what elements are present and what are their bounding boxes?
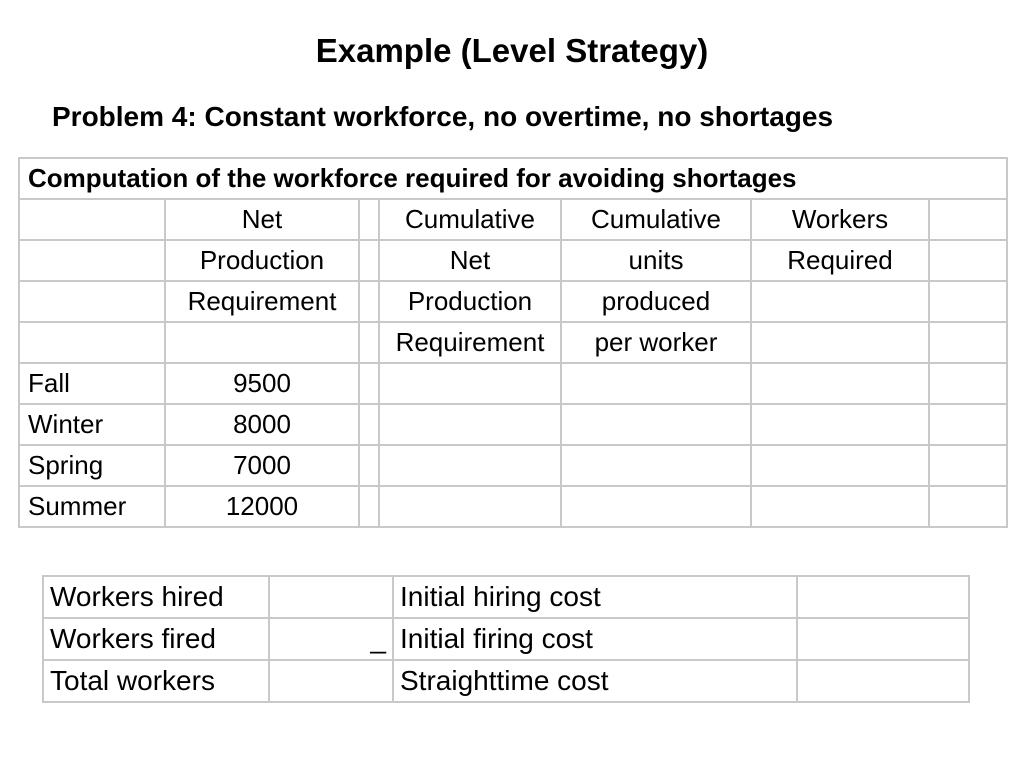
- table-header-row: [19, 322, 1007, 363]
- table-cell: Workers hired: [43, 576, 269, 618]
- season-label: Spring: [19, 445, 165, 486]
- table-heading-row: [19, 158, 1007, 199]
- table-cell: Workers fired: [43, 618, 269, 660]
- table-cell: [359, 240, 379, 281]
- table-cell: [359, 199, 379, 240]
- table-cell: Initial firing cost: [393, 618, 797, 660]
- table-cell: 12000: [165, 486, 359, 527]
- table-cell: [561, 363, 751, 404]
- table-row: [19, 404, 1007, 445]
- table-cell: [797, 576, 969, 618]
- table-cell: [359, 281, 379, 322]
- table-row: [43, 576, 969, 618]
- table-header-row: [19, 240, 1007, 281]
- table-cell: [929, 363, 1007, 404]
- page-subtitle: Problem 4: Constant workforce, no overtime, no shortages: [52, 101, 834, 132]
- table-cell: [561, 486, 751, 527]
- table-cell: Requirement: [165, 281, 359, 322]
- table-row: [19, 486, 1007, 527]
- table-cell: [797, 660, 969, 702]
- table-header-row: [19, 281, 1007, 322]
- table-cell: units: [561, 240, 751, 281]
- table-cell: [797, 618, 969, 660]
- table-cell: [379, 404, 561, 445]
- table-row: [19, 363, 1007, 404]
- table-cell: Required: [751, 240, 929, 281]
- table-cell: Total workers: [43, 660, 269, 702]
- table-cell: 8000: [165, 404, 359, 445]
- table-cell: Production: [165, 240, 359, 281]
- table-cell: [269, 660, 393, 702]
- table-cell: [929, 199, 1007, 240]
- table-cell: 7000: [165, 445, 359, 486]
- table-cell: [359, 363, 379, 404]
- cost-table: [42, 575, 970, 703]
- table-cell: [561, 445, 751, 486]
- table-cell: [165, 322, 359, 363]
- table-cell: Cumulative: [379, 199, 561, 240]
- table-cell: [359, 404, 379, 445]
- table-cell: Production: [379, 281, 561, 322]
- season-label: Fall: [19, 363, 165, 404]
- table-cell: [929, 486, 1007, 527]
- table-cell: [561, 404, 751, 445]
- table-cell: [359, 322, 379, 363]
- table-cell: [751, 445, 929, 486]
- table-cell: Initial hiring cost: [393, 576, 797, 618]
- table-cell: [379, 445, 561, 486]
- season-label: Winter: [19, 404, 165, 445]
- table-heading: Computation of the workforce required for avoiding shortages: [19, 158, 1007, 199]
- table-cell: [751, 486, 929, 527]
- table-cell: [359, 445, 379, 486]
- season-label: Summer: [19, 486, 165, 527]
- workforce-table: [18, 157, 1008, 528]
- table-cell: [379, 486, 561, 527]
- table-cell: [19, 199, 165, 240]
- table-cell: [269, 576, 393, 618]
- table-cell: [359, 486, 379, 527]
- table-row: [43, 660, 969, 702]
- table-cell: [751, 363, 929, 404]
- table-cell: _: [269, 618, 393, 660]
- table-cell: Net: [165, 199, 359, 240]
- table-cell: [929, 404, 1007, 445]
- table-cell: [929, 445, 1007, 486]
- table-cell: Requirement: [379, 322, 561, 363]
- table-cell: 9500: [165, 363, 359, 404]
- table-cell: [19, 281, 165, 322]
- table-cell: [19, 240, 165, 281]
- table-cell: produced: [561, 281, 751, 322]
- table-cell: Straighttime cost: [393, 660, 797, 702]
- table-cell: [751, 322, 929, 363]
- page-title: Example (Level Strategy): [315, 32, 709, 69]
- table-cell: per worker: [561, 322, 751, 363]
- table-cell: [929, 240, 1007, 281]
- table-cell: [379, 363, 561, 404]
- table-cell: [929, 322, 1007, 363]
- table-cell: [929, 281, 1007, 322]
- table-cell: [751, 404, 929, 445]
- table-header-row: [19, 199, 1007, 240]
- table-cell: Net: [379, 240, 561, 281]
- table-cell: [19, 322, 165, 363]
- table-row: [43, 618, 969, 660]
- table-cell: Cumulative: [561, 199, 751, 240]
- table-cell: Workers: [751, 199, 929, 240]
- table-row: [19, 445, 1007, 486]
- table-cell: [751, 281, 929, 322]
